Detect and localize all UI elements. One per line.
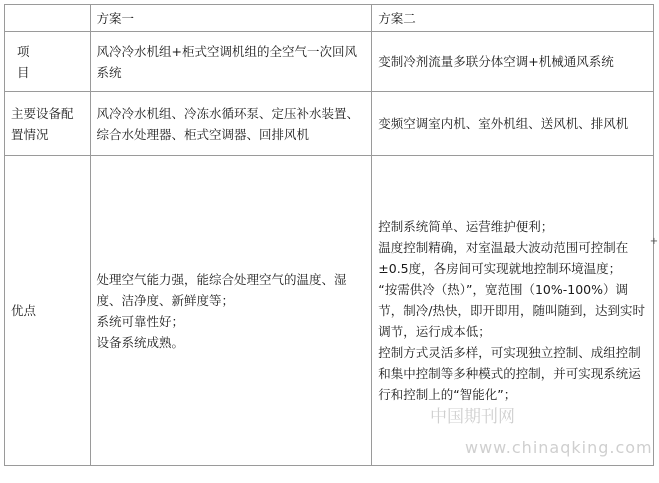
row-label-equipment: 主要设备配置情况 xyxy=(5,92,91,156)
advantage-item: 处理空气能力强，能综合处理空气的温度、湿度、洁净度、新鲜度等； xyxy=(96,271,347,308)
comparison-table xyxy=(4,4,654,466)
advantage-item: 设备系统成熟。 xyxy=(96,334,185,350)
plan-two-equipment: 变频空调室内机、室外机组、送风机、排风机 xyxy=(372,92,654,156)
row-label-advantages: 优点 xyxy=(5,156,91,466)
advantage-item: 系统可靠性好； xyxy=(96,313,185,329)
watermark-url: www.chinaqking.com xyxy=(465,438,653,457)
table-row xyxy=(5,92,654,156)
row-label-item: 项 目 xyxy=(5,32,91,92)
watermark-cn: 中国期刊网 xyxy=(430,407,515,427)
advantage-item: 控制系统简单、运营维护便利； xyxy=(378,219,554,234)
edge-plus-mark: + xyxy=(649,236,659,247)
advantage-item: “按需供冷（热）”，宽范围（10%-100%）调节，制冷/热快，即开即用，随叫随到，达到实时调节，运行成本低； xyxy=(378,282,645,339)
header-empty-cell xyxy=(5,5,91,32)
plan-one-equipment: 风冷冷水机组、冷冻水循环泵、定压补水装置、综合水处理器、柜式空调器、回排风机 xyxy=(90,92,372,156)
table-row-advantages xyxy=(5,156,654,466)
table-row xyxy=(5,32,654,92)
plan-one-advantages xyxy=(90,156,372,466)
plan-two-system: 变制冷剂流量多联分体空调+机械通风系统 xyxy=(372,32,654,92)
comparison-table-frame xyxy=(4,4,654,482)
header-plan-one: 方案一 xyxy=(90,5,372,32)
advantage-item: 控制方式灵活多样，可实现独立控制、成组控制和集中控制等多种模式的控制，并可实现系统运行和控制上的“智能化”； xyxy=(378,345,641,402)
header-plan-two: 方案二 xyxy=(372,5,654,32)
header-row xyxy=(5,5,654,32)
plan-one-system: 风冷冷水机组+柜式空调机组的全空气一次回风系统 xyxy=(90,32,372,92)
advantage-item: 温度控制精确，对室温最大波动范围可控制在±0.5度，各房间可实现就地控制环境温度； xyxy=(378,240,629,276)
plan-two-advantages xyxy=(372,156,654,466)
